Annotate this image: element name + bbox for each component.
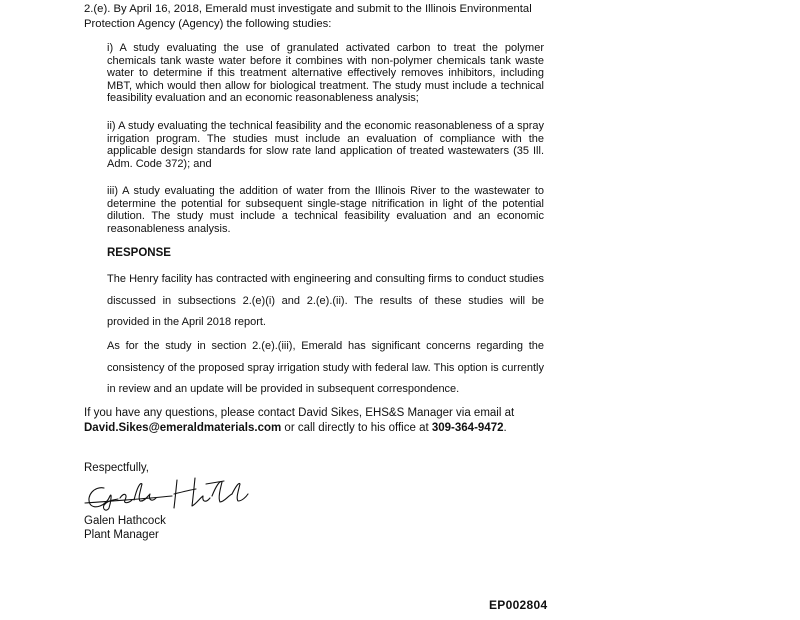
valediction: Respectfully,: [84, 462, 149, 474]
bates-number: EP002804: [489, 598, 548, 612]
intro-paragraph: 2.(e). By April 16, 2018, Emerald must investigate and submit to the Illinois Environmental Protection Agency (Agency) the following studies:: [84, 3, 532, 30]
signer-name: Galen Hathcock: [84, 515, 166, 527]
closing-suffix: .: [503, 422, 507, 434]
study-item-i: i) A study evaluating the use of granulated activated carbon to treat the polymer chemicals tank waste water before it combines with non-polymer chemicals tank waste water to determine if this treatment alternative effectively removes inhibitors, including MBT, which would then allow for biological treatment. The study must include a technical feasibility evaluation and an economic reasonableness analysis;: [107, 42, 544, 105]
contact-email[interactable]: David.Sikes@emeraldmaterials.com: [84, 422, 282, 434]
signature-image: [82, 474, 252, 514]
closing-middle: or call directly to his office at: [281, 422, 432, 434]
closing-prefix: If you have any questions, please contact David Sikes, EHS&S Manager via email at: [84, 407, 515, 419]
signer-block: [84, 514, 166, 542]
closing-paragraph: [84, 406, 554, 436]
signer-title: Plant Manager: [84, 529, 159, 541]
contact-phone: 309-364-9472: [431, 422, 504, 434]
study-item-ii: ii) A study evaluating the technical feasibility and the economic reasonableness of a spray irrigation program. The studies must include an evaluation of compliance with the applicable design standards for slow rate land application of treated wastewaters (35 Ill. Adm. Code 372); and: [107, 120, 544, 170]
study-item-iii: iii) A study evaluating the addition of water from the Illinois River to the wastewater to determine the potential for subsequent single-stage nitrification in light of the potential dilution. The study must include a technical feasibility evaluation and an economic reasonableness analysis.: [107, 185, 544, 235]
response-heading: RESPONSE: [107, 247, 171, 259]
response-paragraph-2: As for the study in section 2.(e).(iii), Emerald has significant concerns regarding the consistency of the proposed spray irrigation study with federal law. This option is currently in review and an update will be provided in subsequent correspondence.: [107, 340, 544, 395]
response-paragraph-1: The Henry facility has contracted with engineering and consulting firms to conduct studies discussed in subsections 2.(e)(i) and 2.(e).(ii). The results of these studies will be provided in the April 2018 report.: [107, 273, 544, 328]
